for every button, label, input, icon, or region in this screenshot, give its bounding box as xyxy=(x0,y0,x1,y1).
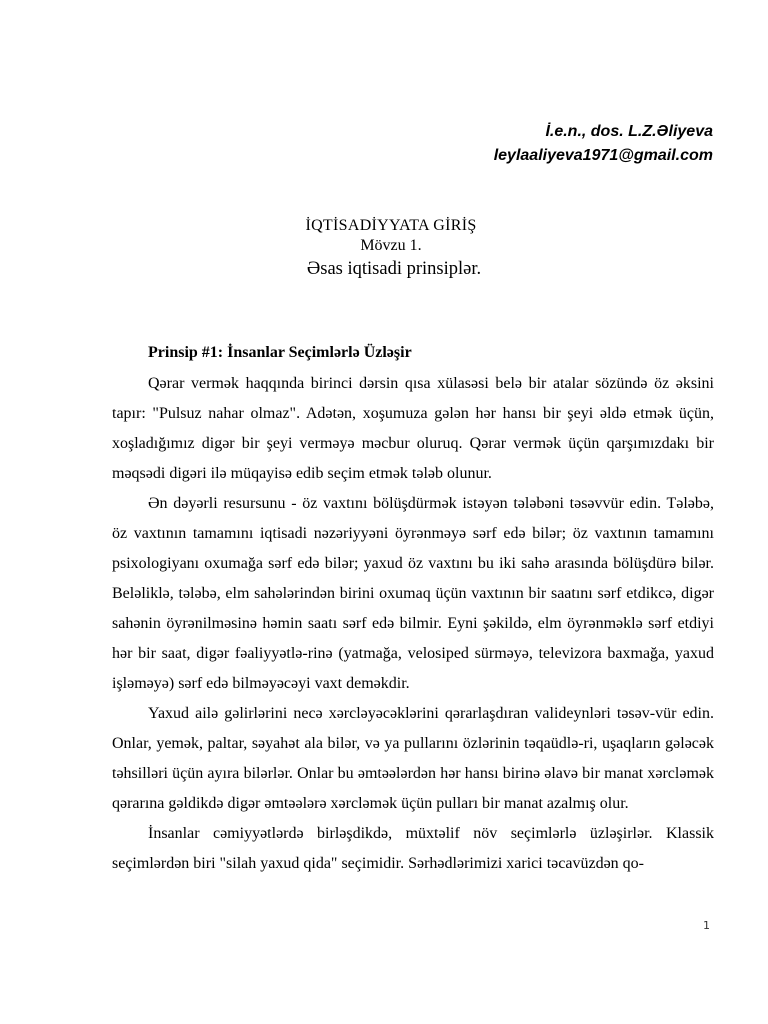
page-number: 1 xyxy=(703,919,710,932)
body-text xyxy=(112,341,714,879)
author-block xyxy=(494,120,713,168)
topic-number: Mövzu 1. xyxy=(360,237,422,254)
paragraph: İnsanlar cəmiyyətlərdə birləşdikdə, müxtəlif növ seçimlərlə üzləşirlər. Klassik seçimlərdən biri "silah yaxud qida" seçimidir. Sərhədlərimizi xarici təcavüzdən qo- xyxy=(112,825,714,872)
author-name: İ.e.n., dos. L.Z.Əliyeva xyxy=(545,123,713,140)
section-heading: Prinsip #1: İnsanlar Seçimlərlə Üzləşir xyxy=(148,344,412,361)
author-email: leylaaliyeva1971@gmail.com xyxy=(493,147,713,164)
title-block xyxy=(0,216,768,282)
topic-subtitle: Əsas iqtisadi prinsiplər. xyxy=(306,259,482,279)
course-title: İQTİSADİYYATA GİRİŞ xyxy=(305,217,477,234)
paragraph: Ən dəyərli resursunu - öz vaxtını bölüşdürmək istəyən tələbəni təsəvvür edin. Tələbə, öz vaxtının tamamını iqtisadi nəzəriyyəni öyrənməyə sərf edə bilər; öz vaxtının tamamını psixologiyanı oxumağa sərf edə bilər; yaxud öz vaxtını bu iki sahə arasında bölüşdürə bilər. Beləliklə, tələbə, elm sahələrindən birini oxumaq üçün vaxtının bir saatını sərf etdikcə, digər sahənin öyrənilməsinə həmin saatı sərf edə bilmir. Eyni şəkildə, elm öyrənməklə sərf etdiyi hər bir saat, digər fəaliyyətlə-rinə (yatmağa, velosiped sürməyə, televizora baxmağa, yaxud işləməyə) sərf edə bilməyəcəyi vaxt deməkdir. xyxy=(112,495,714,692)
paragraph: Qərar vermək haqqında birinci dərsin qısa xülasəsi belə bir atalar sözündə öz əksini tapır: "Pulsuz nahar olmaz". Adətən, xoşumuza gələn hər hansı bir şeyi əldə etmək üçün, xoşladığımız digər bir şeyi verməyə məcbur oluruq. Qərar vermək üçün qarşımızdakı bir məqsədi digəri ilə müqayisə edib seçim etmək tələb olunur. xyxy=(112,375,714,482)
paragraph: Yaxud ailə gəlirlərini necə xərcləyəcəklərini qərarlaşdıran valideynləri təsəv-vür edin. Onlar, yemək, paltar, səyahət ala bilər, və ya pullarını özlərinin təqaüdlə-ri, uşaqların gələcək təhsilləri üçün ayıra bilərlər. Onlar bu əmtəələrdən hər hansı birinə əlavə bir manat xərcləmək qərarına gəldikdə digər əmtəələrə xərcləmək üçün pulları bir manat azalmış olur. xyxy=(112,705,714,812)
